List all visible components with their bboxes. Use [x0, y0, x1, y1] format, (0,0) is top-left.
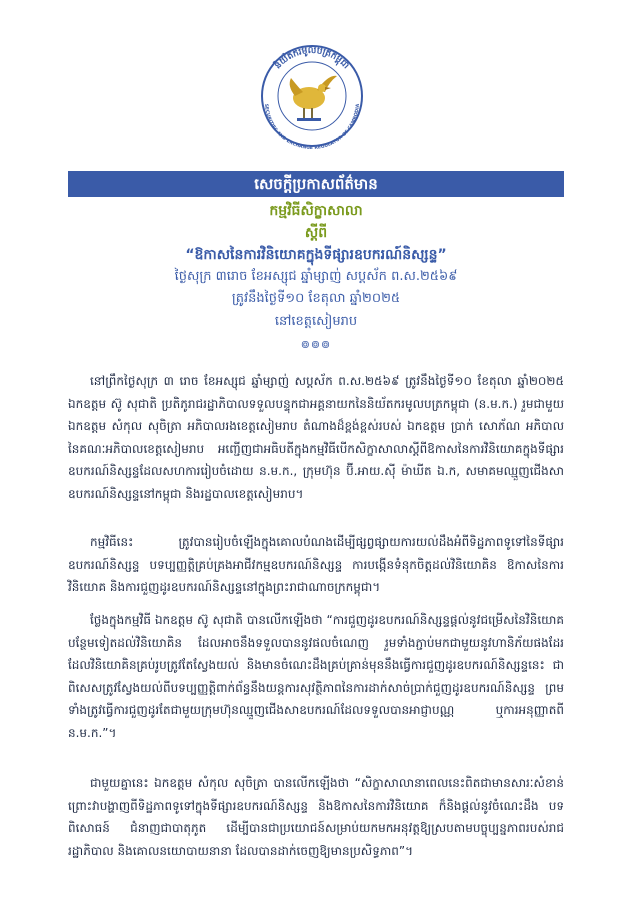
paragraph-4: ជាមួយគ្នានេះ ឯកឧត្តម សំកុល សុចិត្រា បានលើកឡើងថា “សិក្ខាសាលានាពេលនេះពិតជាមានសារៈសំខាន់ព្រោះវាបង្ហាញពីទិដ្ឋភាពទូទៅក្នុងទីផ្សារឧបករណ៍និស្សន្ទ និងឱកាសនៃការវិនិយោគ ក៏និងផ្តល់នូវចំណេះដឹង បទពិសោធន៍ ជំនាញជាបាតុភូត ដើម្បីបានជាប្រយោជន៍សម្រាប់យកមកអនុវត្តឱ្យស្របតាមបច្ចុប្បន្នភាពរបស់រាជរដ្ឋាភិបាល និងគោលនយោបាយនានា ដែលបានដាក់ចេញឱ្យមានប្រសិទ្ធភាព”។: [68, 776, 564, 858]
solar-date: ត្រូវនឹងថ្ងៃទី១០ ខែតុលា ឆ្នាំ២០២៥: [231, 291, 401, 306]
sec-seal-logo: [247, 30, 377, 155]
svg-text:និយ័តករមូលបត្រកម្ពុជា: [272, 46, 351, 71]
paragraph-1: នៅព្រឹកថ្ងៃសុក្រ ៣ រោច ខែអស្សុជ ឆ្នាំម្សាញ់ សប្តស័ក ព.ស.២៥៦៩ ត្រូវនឹងថ្ងៃទី១០ ខែតុលា ឆ្នាំ២០២៥ ឯកឧត្តម ស៊ូ សុជាតិ ប្រតិភូរាជរដ្ឋាភិបាលទទួលបន្ទុកជាអគ្គនាយកនៃនិយ័តករមូលបត្រកម្ពុជា (ន.ម.ក.) រួមជាមួយ ឯកឧត្តម សំកុល សុចិត្រា អភិបាលរងខេត្តសៀមរាប តំណាងដ៏ខ្ពង់ខ្ពស់របស់ ឯកឧត្តម ប្រាក់ សោភ័ណ អភិបាល នៃគណៈអភិបាលខេត្តសៀមរាប អញ្ជើញជាអធិបតីក្នុងកម្មវិធីបើកសិក្ខាសាលាស្តីពីឱកាសនៃការវិនិយោគក្នុងទីផ្សារឧបករណ៍និស្សន្ទដែលសហការរៀបចំដោយ ន.ម.ក., ក្រុមហ៊ុន ប៊ី.អាយ.ស៊ី ម៉ាឃីត ឯ.ក, សមាគមឈ្មួញជើងសាឧបករណ៍និស្សន្ទនៅកម្ពុជា និងរដ្ឋបាលខេត្តសៀមរាប។: [68, 374, 564, 501]
event-title: កម្មវិធីសិក្ខាសាលា: [269, 203, 363, 219]
lunar-date: ថ្ងៃសុក្រ ៣រោច ខែអស្សុជ ឆ្នាំម្សាញ់ សប្តស័ក ព.ស.២៥៦៩: [174, 269, 458, 284]
about-label: ស្តីពី: [304, 225, 328, 241]
seal-bottom-text: SECURITIES AND EXCHANGE REGULATOR OF CAMBODIA: [263, 103, 361, 152]
event-location: នៅខេត្តសៀមរាប: [274, 314, 358, 329]
ornament-divider: ៙៙៙: [300, 338, 332, 351]
seal-icon: [247, 30, 377, 155]
press-release-banner: សេចក្តីប្រកាសព័ត៌មាន: [68, 171, 564, 197]
seal-top-text: និយ័តករមូលបត្រកម្ពុជា: [273, 45, 351, 72]
paragraph-2: កម្មវិធីនេះ ត្រូវបានរៀបចំឡើងក្នុងគោលបំណងដើម្បីផ្សព្វផ្សាយការយល់ដឹងអំពីទិដ្ឋភាពទូទៅនៃទីផ្សារឧបករណ៍និស្សន្ទ បទប្បញ្ញត្តិគ្រប់គ្រងអាជីវកម្មឧបករណ៍និស្សន្ទ ការបង្កើនទំនុកចិត្តដល់វិនិយោគិន ឱកាសនៃការវិនិយោគ និងការជួញដូរឧបករណ៍និស្សន្ទនៅក្នុងព្រះរាជាណាចក្រកម្ពុជា។: [68, 535, 564, 594]
paragraph-3: ថ្លែងក្នុងកម្មវិធី ឯកឧត្តម ស៊ូ សុជាតិ បានលើកឡើងថា “ការជួញដូរឧបករណ៍និស្សន្ទផ្តល់នូវជម្រើសនៃវិនិយោគបន្ថែមទៀតដល់វិនិយោគិន ដែលអាចនឹងទទួលបាននូវផលចំណេញ រួមទាំងភ្ជាប់មកជាមួយនូវហានិភ័យផងដែរ ដែលវិនិយោគិនគ្រប់រូបត្រូវតែស្វែងយល់ និងមានចំណេះដឹងគ្រប់គ្រាន់មុននឹងធ្វើការជួញដូរឧបករណ៍និស្សន្ទនេះ ជាពិសេសត្រូវស្វែងយល់ពីបទប្បញ្ញត្តិពាក់ព័ន្ធនឹងយន្តការសុវត្ថិភាពនៃការដាក់សាច់ប្រាក់ជួញដូរឧបករណ៍និស្សន្ទ ព្រមទាំងត្រូវធ្វើការជួញដូរតែជាមួយក្រុមហ៊ុនឈ្មួញជើងសាឧបករណ៍ដែលទទួលបានអាជ្ញាបណ្ណ ឬការអនុញ្ញាតពី ន.ម.ក.”។: [68, 613, 564, 740]
bird-emblem-icon: [290, 76, 337, 121]
event-topic: “ឱកាសនៃការវិនិយោគក្នុងទីផ្សារឧបករណ៍និស្សន្ទ”: [185, 247, 447, 263]
